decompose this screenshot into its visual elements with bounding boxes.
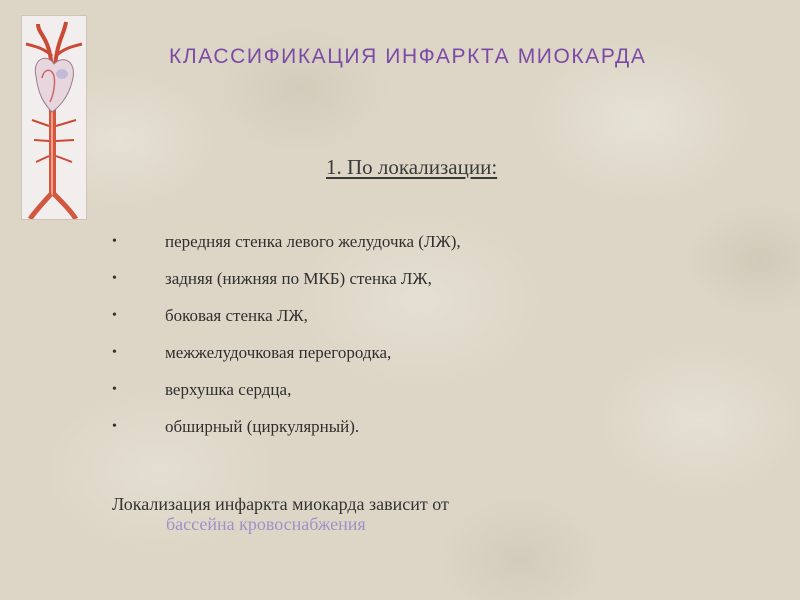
list-item-text: обширный (циркулярный). [165,417,360,436]
bullet-icon: • [112,345,117,360]
list-item-text: боковая стенка ЛЖ, [165,306,308,325]
list-item-text: межжелудочковая перегородка, [165,343,392,362]
note-text: Локализация инфаркта миокарда зависит от [112,494,449,514]
section-heading: 1. По локализации: [326,155,498,179]
bullet-icon: • [112,234,117,249]
heart-aorta-anatomy-image [22,16,86,219]
slide-title: КЛАССИФИКАЦИЯ ИНФАРКТА МИОКАРДА [169,45,647,68]
list-item-text: верхушка сердца, [165,380,292,399]
bullet-icon: • [112,419,117,434]
list-item-text: задняя (нижняя по МКБ) стенка ЛЖ, [165,269,432,288]
list-item-text: передняя стенка левого желудочка (ЛЖ), [165,232,461,251]
bullet-icon: • [112,308,117,323]
bullet-icon: • [112,382,117,397]
bullet-icon: • [112,271,117,286]
blood-supply-link[interactable]: бассейна кровоснабжения [166,514,366,534]
